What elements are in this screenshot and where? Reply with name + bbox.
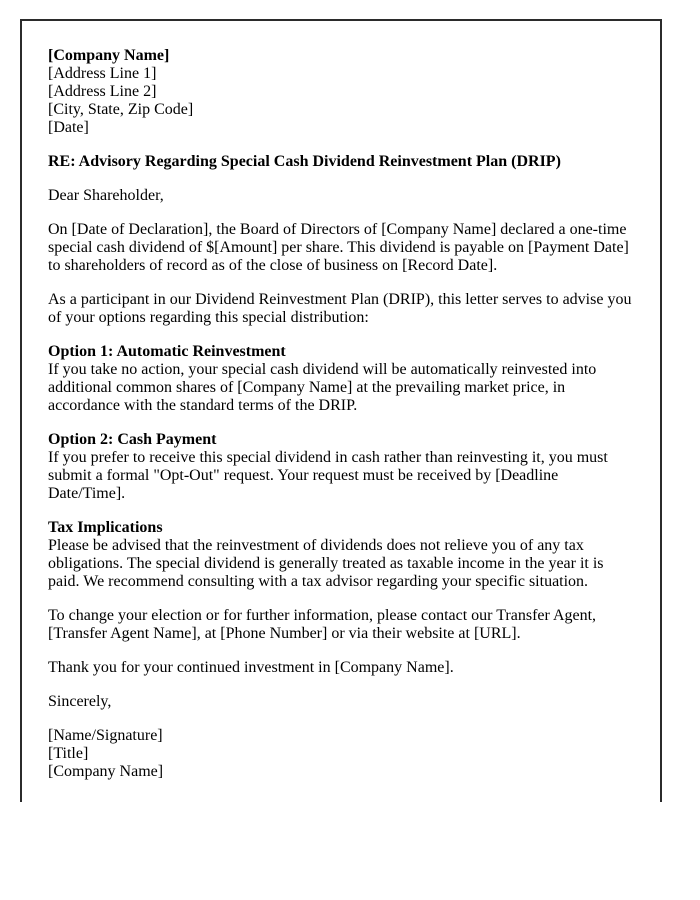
section-body-option-1: If you take no action, your special cash dividend will be automatically reinvested into additional common shares of [Company Name] at the prevailing market price, in accordance with the standard terms of the DRIP. xyxy=(48,361,597,414)
section-body-tax: Please be advised that the reinvestment of dividends does not relieve you of any tax obligations. The special dividend is generally treated as taxable income in the year it is paid. We recommend consulting with a tax advisor regarding your specific situation. xyxy=(48,537,604,590)
subject-line: RE: Advisory Regarding Special Cash Dividend Reinvestment Plan (DRIP) xyxy=(48,153,561,170)
paragraph-thanks: Thank you for your continued investment in [Company Name]. xyxy=(48,659,454,676)
section-heading-option-2: Option 2: Cash Payment xyxy=(48,431,217,448)
sender-address-block xyxy=(48,47,635,137)
sender-address-line-1: [Address Line 1] xyxy=(48,65,157,82)
section-option-1 xyxy=(48,343,635,415)
section-body-option-2: If you prefer to receive this special dividend in cash rather than reinvesting it, you must submit a formal "Opt-Out" request. Your request must be received by [Deadline Date/Time]. xyxy=(48,449,608,502)
paragraph-declaration: On [Date of Declaration], the Board of Directors of [Company Name] declared a one-time special cash dividend of $[Amount] per share. This dividend is payable on [Payment Date] to shareholders of record as of the close of business on [Record Date]. xyxy=(48,221,629,274)
paragraph-participant: As a participant in our Dividend Reinvestment Plan (DRIP), this letter serves to advise you of your options regarding this special distribution: xyxy=(48,291,632,326)
signature-name: [Name/Signature] xyxy=(48,727,163,744)
signature-title: [Title] xyxy=(48,745,89,762)
sender-city-state-zip: [City, State, Zip Code] xyxy=(48,101,194,118)
section-heading-option-1: Option 1: Automatic Reinvestment xyxy=(48,343,286,360)
sender-address-line-2: [Address Line 2] xyxy=(48,83,157,100)
signature-company: [Company Name] xyxy=(48,763,164,780)
valediction: Sincerely, xyxy=(48,693,112,710)
letter-date: [Date] xyxy=(48,119,89,136)
paragraph-contact: To change your election or for further information, please contact our Transfer Agent, [Transfer Agent Name], at [Phone Number] or via their website at [URL]. xyxy=(48,607,597,642)
signature-block xyxy=(48,727,635,781)
section-option-2 xyxy=(48,431,635,503)
salutation: Dear Shareholder, xyxy=(48,187,164,204)
section-heading-tax: Tax Implications xyxy=(48,519,163,536)
section-tax-implications xyxy=(48,519,635,591)
letter-page xyxy=(20,19,662,802)
sender-company-name: [Company Name] xyxy=(48,47,170,64)
